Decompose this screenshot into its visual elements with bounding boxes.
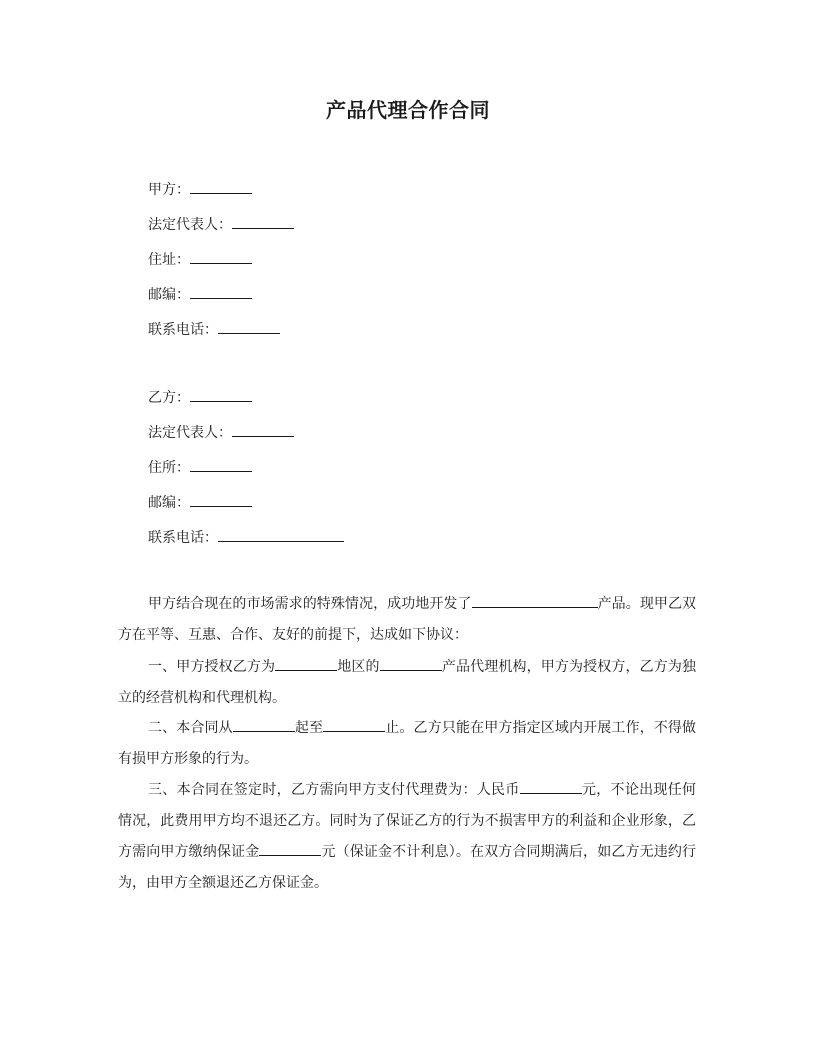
party-b-postcode-label: 邮编： <box>148 495 190 511</box>
clause-2-paragraph <box>118 713 696 775</box>
party-b-postcode-blank[interactable] <box>190 491 252 507</box>
party-a-phone-line <box>148 318 280 340</box>
party-b-phone-label: 联系电话： <box>148 530 218 546</box>
clause-2-text-2: 起至 <box>294 720 324 736</box>
end-date-blank[interactable] <box>323 716 385 732</box>
party-b-phone-blank[interactable] <box>218 526 344 542</box>
party-b-rep-line <box>148 421 294 443</box>
clause-3-text-2: 元，不论出现任何情况，此费用甲方均不退还乙方。同时为了保证乙方的行为不损害甲方的利益和企业形象，乙方需向甲方缴纳保证金 <box>118 782 697 860</box>
party-a-rep-blank[interactable] <box>232 213 294 229</box>
party-a-address-line <box>148 248 252 270</box>
party-b-name-blank[interactable] <box>190 386 252 402</box>
party-a-name-blank[interactable] <box>190 178 252 194</box>
clause-1-text-3: 产品代理机构，甲方为授权方，乙方为独立的经营机构和代理机构。 <box>118 659 697 706</box>
intro-paragraph <box>118 589 696 651</box>
clause-2-text-1: 二、本合同从 <box>148 720 233 736</box>
clause-3-text-1: 三、本合同在签定时，乙方需向甲方支付代理费为：人民币 <box>148 782 520 798</box>
party-b-rep-blank[interactable] <box>232 421 294 437</box>
party-b-name-line <box>148 386 252 408</box>
clause-3-text-3: 元（保证金不计利息）。在双方合同期满后，如乙方无违约行为，由甲方全额退还乙方保证金。 <box>118 844 697 891</box>
party-b-address-label: 住所： <box>148 460 190 476</box>
intro-text-2: 产品。现甲乙双方在平等、互惠、合作、友好的前提下，达成如下协议： <box>118 596 697 643</box>
clause-2-text-3: 止。乙方只能在甲方指定区域内开展工作，不得做有损甲方形象的行为。 <box>118 720 697 767</box>
intro-text-1: 甲方结合现在的市场需求的特殊情况，成功地开发了 <box>148 596 472 612</box>
party-a-phone-label: 联系电话： <box>148 322 218 338</box>
party-b-address-line <box>148 456 252 478</box>
clause-1-text-2: 地区的 <box>337 659 380 675</box>
party-a-rep-label: 法定代表人： <box>148 217 232 233</box>
product-name-blank[interactable] <box>472 592 598 608</box>
party-a-name-label: 甲方： <box>148 182 190 198</box>
party-b-phone-line <box>148 526 344 548</box>
party-a-phone-blank[interactable] <box>218 318 280 334</box>
party-a-name-line <box>148 178 252 200</box>
party-a-postcode-label: 邮编： <box>148 287 190 303</box>
document-title: 产品代理合作合同 <box>326 98 490 122</box>
party-a-postcode-blank[interactable] <box>190 283 252 299</box>
clause-1-paragraph <box>118 652 696 714</box>
agency-fee-blank[interactable] <box>520 778 582 794</box>
party-a-postcode-line <box>148 283 252 305</box>
region-blank[interactable] <box>275 655 337 671</box>
party-b-rep-label: 法定代表人： <box>148 425 232 441</box>
start-date-blank[interactable] <box>233 716 295 732</box>
party-b-address-blank[interactable] <box>190 456 252 472</box>
clause-1-text-1: 一、甲方授权乙方为 <box>148 659 276 675</box>
party-a-address-blank[interactable] <box>190 248 252 264</box>
clause-3-paragraph <box>118 775 696 899</box>
deposit-blank[interactable] <box>259 840 321 856</box>
party-b-name-label: 乙方： <box>148 390 190 406</box>
party-a-rep-line <box>148 213 294 235</box>
agency-product-blank[interactable] <box>380 655 442 671</box>
party-a-address-label: 住址： <box>148 252 190 268</box>
party-b-postcode-line <box>148 491 252 513</box>
